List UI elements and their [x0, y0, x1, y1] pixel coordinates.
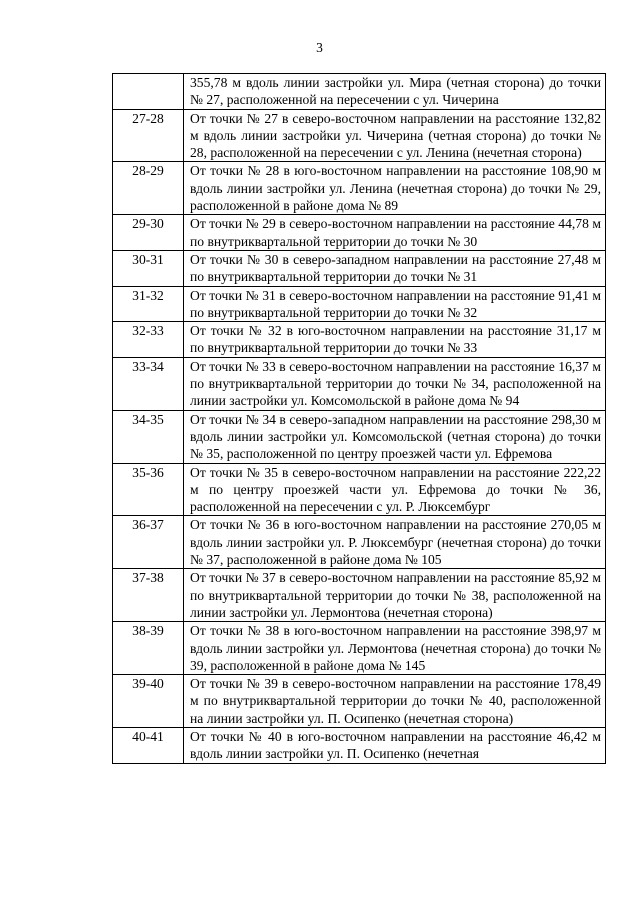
- segment-description-cell: От точки № 30 в северо-западном направлении на расстояние 27,48 м по внутриквартальной территории до точки № 31: [184, 250, 606, 286]
- segment-id-cell: 38-39: [113, 622, 184, 675]
- table-row: [113, 162, 606, 215]
- segment-id-cell: 34-35: [113, 410, 184, 463]
- segment-id-cell: 35-36: [113, 463, 184, 516]
- segment-description-cell: От точки № 40 в юго-восточном направлении на расстояние 46,42 м вдоль линии застройки ул. П. Осипенко (нечетная: [184, 727, 606, 763]
- table-row: [113, 622, 606, 675]
- segment-description-cell: От точки № 33 в северо-восточном направлении на расстояние 16,37 м по внутриквартальной территории до точки № 34, расположенной на линии застройки ул. Комсомольской в районе дома № 94: [184, 357, 606, 410]
- segment-id-cell: 28-29: [113, 162, 184, 215]
- page-number: 3: [316, 40, 323, 55]
- table-row: [113, 727, 606, 763]
- table-row: [113, 410, 606, 463]
- segment-id-cell: 29-30: [113, 215, 184, 251]
- table-row: [113, 286, 606, 322]
- table-row: [113, 250, 606, 286]
- segment-id-cell: 33-34: [113, 357, 184, 410]
- table-row: [113, 109, 606, 162]
- segment-description-cell: От точки № 37 в северо-восточном направлении на расстояние 85,92 м по внутриквартальной территории до точки № 38, расположенной на линии застройки ул. Лермонтова (нечетная сторона): [184, 569, 606, 622]
- segment-description-cell: От точки № 27 в северо-восточном направлении на расстояние 132,82 м вдоль линии застройки ул. Чичерина (четная сторона) до точки № 28, расположенной на пересечении с ул. Ленина (нечетная сторона): [184, 109, 606, 162]
- table-row: [113, 516, 606, 569]
- segments-table-body: [113, 74, 606, 764]
- segment-description-cell: 355,78 м вдоль линии застройки ул. Мира (четная сторона) до точки № 27, расположенной на пересечении с ул. Чичерина: [184, 74, 606, 110]
- table-row: [113, 322, 606, 358]
- segment-id-cell: 39-40: [113, 675, 184, 728]
- table-row: [113, 215, 606, 251]
- segment-description-cell: От точки № 35 в северо-восточном направлении на расстояние 222,22 м по центру проезжей части ул. Ефремова до точки № 36, расположенной на пересечении с ул. Р. Люксембург: [184, 463, 606, 516]
- segment-id-cell: [113, 74, 184, 110]
- segment-description-cell: От точки № 34 в северо-западном направлении на расстояние 298,30 м вдоль линии застройки ул. Комсомольской (четная сторона) до точки № 35, расположенной по центру проезжей части ул. Ефремова: [184, 410, 606, 463]
- segment-id-cell: 37-38: [113, 569, 184, 622]
- segment-description-cell: От точки № 36 в юго-восточном направлении на расстояние 270,05 м вдоль линии застройки ул. Р. Люксембург (нечетная сторона) до точки № 37, расположенной в районе дома № 105: [184, 516, 606, 569]
- segment-description-cell: От точки № 29 в северо-восточном направлении на расстояние 44,78 м по внутриквартальной территории до точки № 30: [184, 215, 606, 251]
- segment-id-cell: 30-31: [113, 250, 184, 286]
- segment-id-cell: 40-41: [113, 727, 184, 763]
- boundary-segments-table: [112, 73, 606, 764]
- segment-description-cell: От точки № 38 в юго-восточном направлении на расстояние 398,97 м вдоль линии застройки ул. Лермонтова (нечетная сторона) до точки № 39, расположенной в районе дома № 145: [184, 622, 606, 675]
- table-row: [113, 357, 606, 410]
- segment-id-cell: 31-32: [113, 286, 184, 322]
- table-row: [113, 675, 606, 728]
- table-row: [113, 463, 606, 516]
- table-row: [113, 569, 606, 622]
- table-row: [113, 74, 606, 110]
- segment-id-cell: 27-28: [113, 109, 184, 162]
- segment-description-cell: От точки № 39 в северо-восточном направлении на расстояние 178,49 м по внутриквартальной территории до точки № 40, расположенной на линии застройки ул. П. Осипенко (нечетная сторона): [184, 675, 606, 728]
- segment-id-cell: 36-37: [113, 516, 184, 569]
- segment-description-cell: От точки № 31 в северо-восточном направлении на расстояние 91,41 м по внутриквартальной территории до точки № 32: [184, 286, 606, 322]
- segment-description-cell: От точки № 28 в юго-восточном направлении на расстояние 108,90 м вдоль линии застройки ул. Ленина (нечетная сторона) до точки № 29, расположенной в районе дома № 89: [184, 162, 606, 215]
- segment-description-cell: От точки № 32 в юго-восточном направлении на расстояние 31,17 м по внутриквартальной территории до точки № 33: [184, 322, 606, 358]
- segment-id-cell: 32-33: [113, 322, 184, 358]
